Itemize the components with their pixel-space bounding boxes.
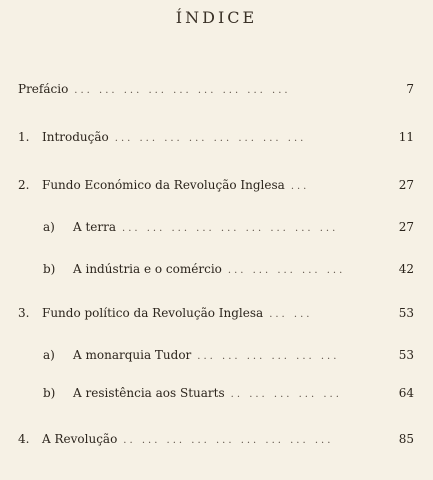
toc-leader-dots: ... [290,181,310,192]
toc-page-number: 7 [406,82,414,96]
toc-page-number: 27 [398,220,414,234]
toc-entry-label: Introdução [42,130,109,144]
toc-entry-label: A Revolução [42,432,118,446]
toc-page-number: 42 [398,262,414,276]
toc-entry-number: 4. [18,432,30,446]
toc-subentry-industria-comercio [43,260,414,278]
toc-subentry-monarquia-tudor [43,346,414,364]
toc-entry-prefacio [18,80,414,98]
toc-entry-label: A terra [73,220,117,234]
toc-entry-fundo-economico [18,176,414,194]
toc-entry-label: A indústria e o comércio [73,262,222,276]
toc-entry-number: 2. [18,178,30,192]
toc-subentry-resistencia-stuarts [43,384,414,402]
toc-leader-dots: ... ... ... ... ... [227,265,346,276]
toc-leader-dots: ... ... ... ... ... ... ... ... ... [74,85,291,96]
toc-entry-fundo-politico [18,304,414,322]
toc-leader-dots: ... ... ... ... ... ... [197,351,340,362]
toc-leader-dots: ... ... [269,309,313,320]
toc-entry-revolucao [18,430,414,448]
toc-entry-label: Prefácio [18,82,69,96]
toc-entry-label: A monarquia Tudor [73,348,192,362]
toc-entry-label: Fundo Económico da Revolução Inglesa [42,178,285,192]
toc-leader-dots: .. ... ... ... ... ... ... ... ... [123,435,334,446]
toc-leader-dots: .. ... ... ... ... [230,389,342,400]
toc-subentry-a-terra [43,218,414,236]
toc-entry-number: b) [43,262,56,276]
toc-leader-dots: ... ... ... ... ... ... ... ... [114,133,307,144]
toc-entry-label: A resistência aos Stuarts [73,386,225,400]
toc-entry-number: 3. [18,306,30,320]
toc-page-number: 27 [398,178,414,192]
toc-page-number: 53 [398,306,414,320]
toc-page-number: 85 [398,432,414,446]
toc-entry-introducao [18,128,414,146]
toc-page-number: 11 [398,130,414,144]
toc-entry-number: a) [43,220,55,234]
toc-leader-dots: ... ... ... ... ... ... ... ... ... [122,223,339,234]
toc-entry-number: b) [43,386,56,400]
toc-entry-number: a) [43,348,55,362]
toc-page-number: 64 [398,386,414,400]
page-title: ÍNDICE [175,8,258,27]
toc-page-number: 53 [398,348,414,362]
toc-entry-number: 1. [18,130,30,144]
toc-entry-label: Fundo político da Revolução Inglesa [42,306,264,320]
